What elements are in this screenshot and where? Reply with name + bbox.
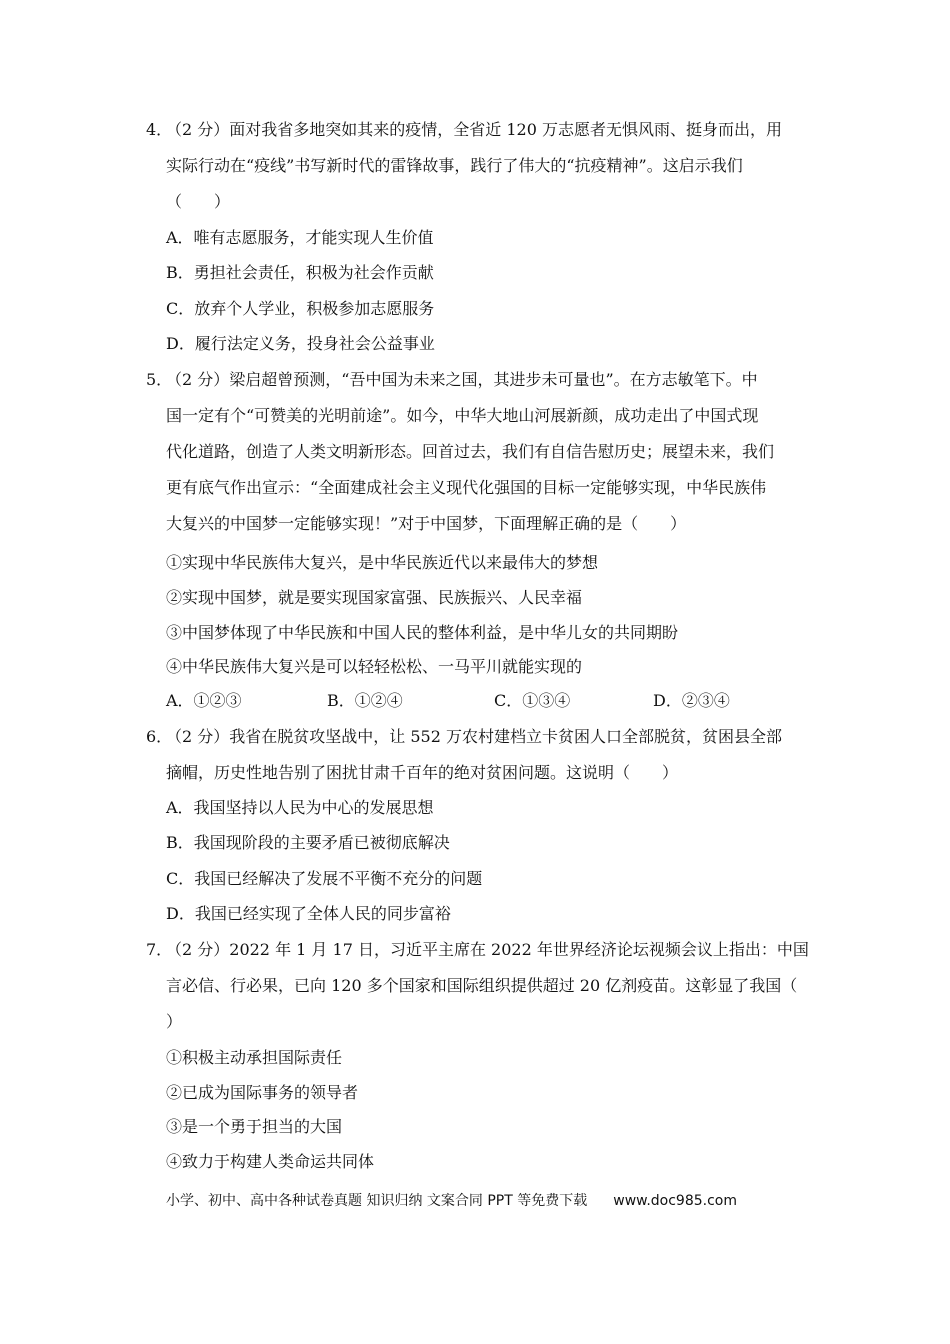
question-text-line: 言必信、行必果，已向 120 多个国家和国际组织提供超过 20 亿剂疫苗。这彰显了我国（ xyxy=(166,976,798,995)
option-c: C．①③④ xyxy=(494,691,571,710)
answer-bracket: ） xyxy=(166,1012,183,1031)
question-text-line: （2 分）梁启超曾预测，“吾中国为未来之国，其进步未可量也”。在方志敏笔下。中 xyxy=(166,370,758,389)
statement-1: ①实现中华民族伟大复兴，是中华民族近代以来最伟大的梦想 xyxy=(166,553,599,572)
option-d: D．我国已经实现了全体人民的同步富裕 xyxy=(166,904,451,923)
statement-3: ③是一个勇于担当的大国 xyxy=(166,1117,343,1136)
footer-url[interactable]: www.doc985.com xyxy=(613,1193,737,1209)
option-b: B．我国现阶段的主要矛盾已被彻底解决 xyxy=(166,833,450,852)
question-number: 6． xyxy=(146,727,173,746)
page-footer xyxy=(166,1191,737,1211)
answer-bracket: （ ） xyxy=(166,192,231,211)
question-text-line: 国一定有个“可赞美的光明前途”。如今，中华大地山河展新颜，成功走出了中国式现 xyxy=(166,406,759,425)
question-number: 5． xyxy=(146,370,173,389)
statement-3: ③中国梦体现了中华民族和中国人民的整体利益，是中华儿女的共同期盼 xyxy=(166,623,679,642)
option-b: B．①②④ xyxy=(327,691,403,710)
question-text-line: （2 分）我省在脱贫攻坚战中，让 552 万农村建档立卡贫困人口全部脱贫，贫困县全部 xyxy=(166,727,782,746)
statement-1: ①积极主动承担国际责任 xyxy=(166,1048,343,1067)
statement-4: ④中华民族伟大复兴是可以轻轻松松、一马平川就能实现的 xyxy=(166,657,583,676)
option-c: C．我国已经解决了发展不平衡不充分的问题 xyxy=(166,869,483,888)
question-text-line: （2 分）2022 年 1 月 17 日，习近平主席在 2022 年世界经济论坛视频会议上指出：中国 xyxy=(166,940,809,959)
question-number: 7． xyxy=(146,940,173,959)
question-text-line: （2 分）面对我省多地突如其来的疫情，全省近 120 万志愿者无惧风雨、挺身而出，用 xyxy=(166,120,782,139)
option-a: A．唯有志愿服务，才能实现人生价值 xyxy=(166,228,434,247)
option-a: A．我国坚持以人民为中心的发展思想 xyxy=(166,798,434,817)
option-a: A．①②③ xyxy=(166,691,242,710)
question-text-line: 实际行动在“疫线”书写新时代的雷锋故事，践行了伟大的“抗疫精神”。这启示我们 xyxy=(166,156,743,175)
statement-2: ②实现中国梦，就是要实现国家富强、民族振兴、人民幸福 xyxy=(166,588,583,607)
question-text-line: 大复兴的中国梦一定能够实现！”对于中国梦，下面理解正确的是（ ） xyxy=(166,514,687,533)
option-b: B．勇担社会责任，积极为社会作贡献 xyxy=(166,263,434,282)
statement-4: ④致力于构建人类命运共同体 xyxy=(166,1152,375,1171)
footer-text: 小学、初中、高中各种试卷真题 知识归纳 文案合同 PPT 等免费下载 xyxy=(166,1193,588,1209)
question-text-line: 更有底气作出宣示：“全面建成社会主义现代化强国的目标一定能够实现，中华民族伟 xyxy=(166,478,767,497)
option-c: C．放弃个人学业，积极参加志愿服务 xyxy=(166,299,435,318)
question-number: 4． xyxy=(146,120,173,139)
question-text-line: 摘帽，历史性地告别了困扰甘肃千百年的绝对贫困问题。这说明（ ） xyxy=(166,763,679,782)
statement-2: ②已成为国际事务的领导者 xyxy=(166,1083,359,1102)
option-d: D．履行法定义务，投身社会公益事业 xyxy=(166,334,435,353)
question-text-line: 代化道路，创造了人类文明新形态。回首过去，我们有自信告慰历史；展望未来，我们 xyxy=(166,442,775,461)
option-d: D．②③④ xyxy=(653,691,730,710)
